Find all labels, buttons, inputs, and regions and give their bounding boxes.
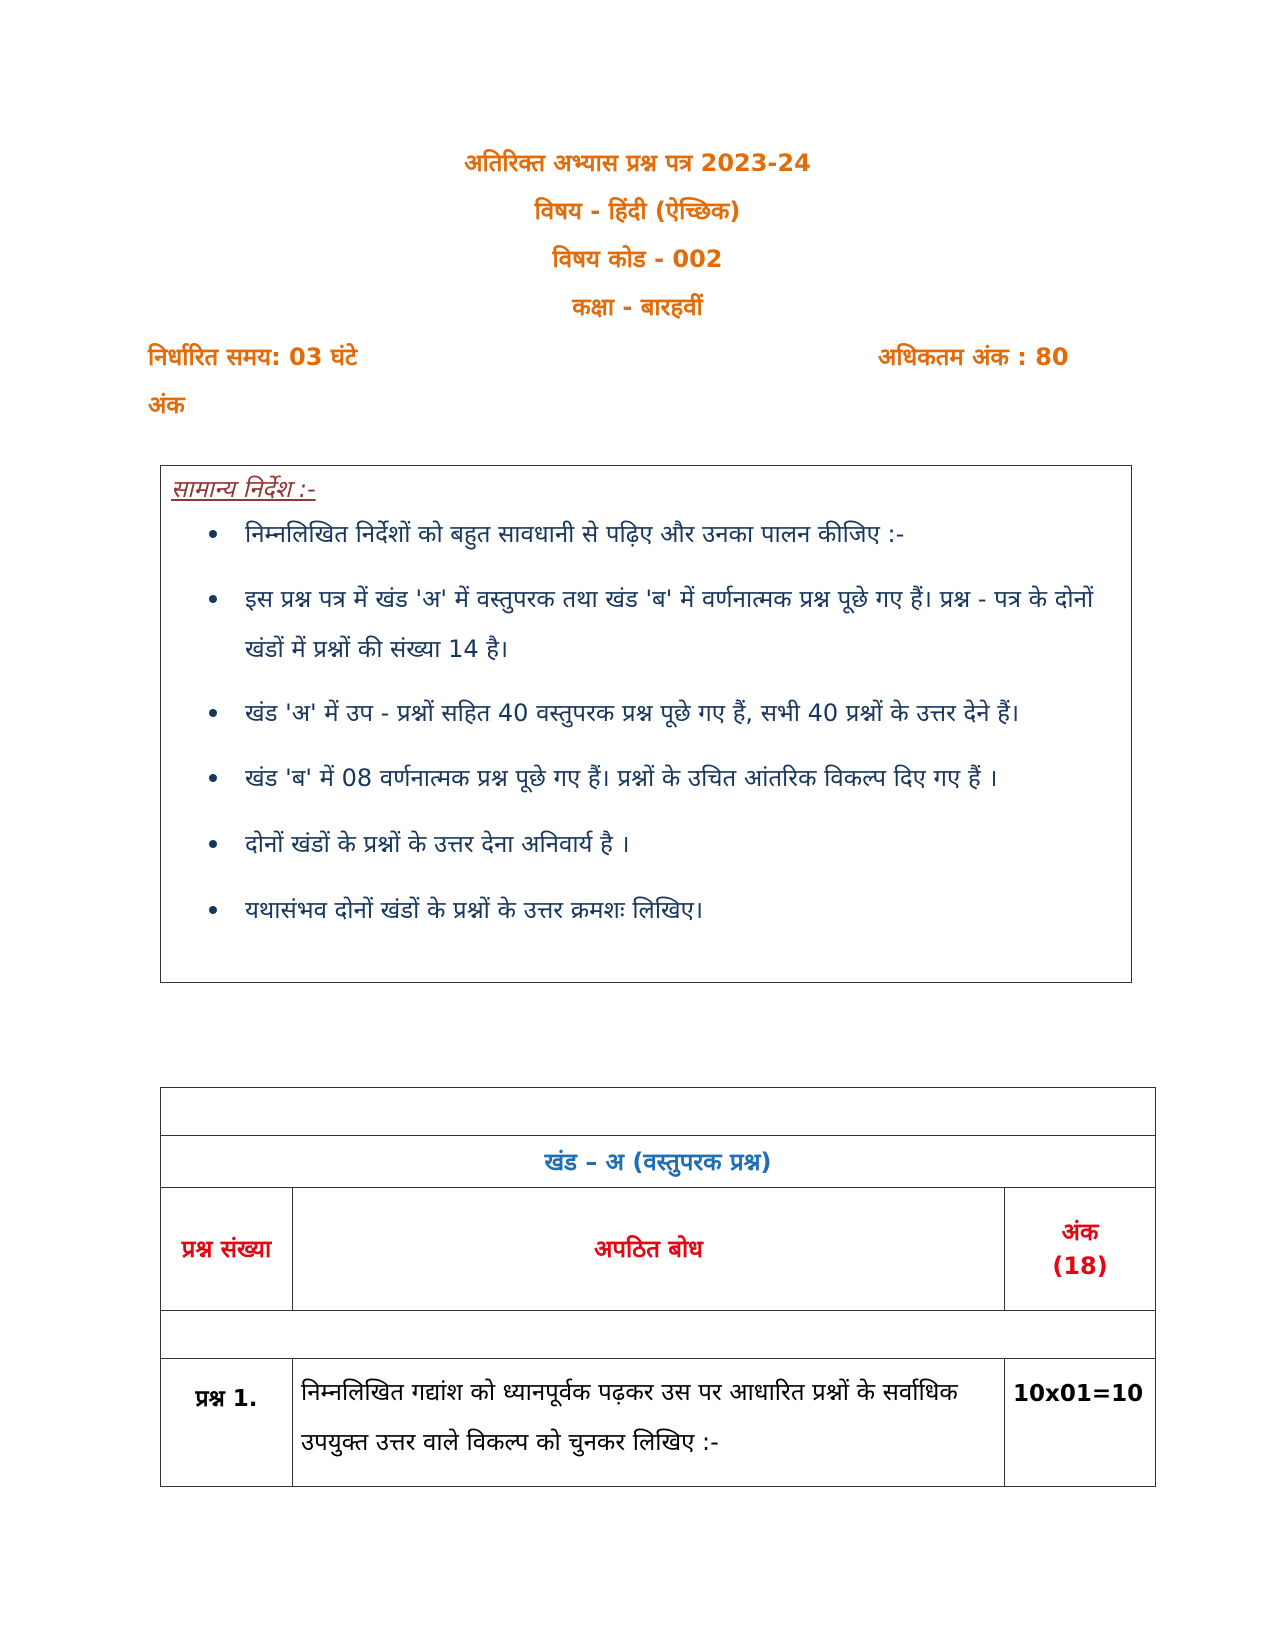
bullet-icon — [209, 530, 217, 538]
general-instructions-box — [160, 465, 1132, 983]
instruction-item: खंड 'ब' में 08 वर्णनात्मक प्रश्न पूछे गए हैं। प्रश्नों के उचित आंतरिक विकल्प दिए गए हैं । — [245, 764, 998, 792]
question-marks: 10x01=10 — [1005, 1359, 1156, 1487]
unseen-passage-header: अपठित बोध — [293, 1188, 1005, 1311]
table-row-question — [161, 1359, 1156, 1487]
instruction-item: निम्नलिखित निर्देशों को बहुत सावधानी से पढ़िए और उनका पालन कीजिए :- — [245, 520, 905, 548]
instruction-item: दोनों खंडों के प्रश्नों के उत्तर देना अनिवार्य है । — [245, 830, 630, 858]
question-table — [160, 1087, 1156, 1487]
bullet-icon — [209, 840, 217, 848]
table-row-section — [161, 1136, 1156, 1188]
subject-line: विषय - हिंदी (ऐच्छिक) — [534, 197, 741, 225]
subject-code-line: विषय कोड - 002 — [552, 245, 723, 273]
class-line: कक्षा - बारहवीं — [572, 293, 703, 321]
bullet-icon — [209, 709, 217, 717]
instruction-item: यथासंभव दोनों खंडों के प्रश्नों के उत्तर क्रमशः लिखिए। — [245, 896, 704, 924]
question-text: निम्नलिखित गद्यांश को ध्यानपूर्वक पढ़कर उस पर आधारित प्रश्नों के सर्वाधिक उपयुक्त उत्तर वाले विकल्प को चुनकर लिखिए :- — [293, 1359, 1005, 1487]
instruction-item: इस प्रश्न पत्र में खंड 'अ' में वस्तुपरक तथा खंड 'ब' में वर्णनात्मक प्रश्न पूछे गए हैं। प्रश्न - पत्र के दोनों खंडों में प्रश्नों की संख्या 14 है। — [245, 585, 1094, 663]
instructions-heading: सामान्य निर्देश :- — [171, 475, 316, 503]
table-row-empty — [161, 1311, 1156, 1359]
marks-header — [1005, 1188, 1156, 1311]
maximum-marks: अधिकतम अंक : 80 — [878, 343, 1069, 371]
marks-header-label: अंक — [1061, 1218, 1099, 1246]
instruction-item: खंड 'अ' में उप - प्रश्नों सहित 40 वस्तुपरक प्रश्न पूछे गए हैं, सभी 40 प्रश्नों के उत्तर देने हैं। — [245, 699, 1020, 727]
marks-word: अंक — [148, 391, 185, 419]
paper-title: अतिरिक्त अभ्यास प्रश्न पत्र 2023-24 — [464, 149, 811, 177]
question-number-header: प्रश्न संख्या — [161, 1188, 293, 1311]
table-header-row — [161, 1188, 1156, 1311]
time-allowed: निर्धारित समय: 03 घंटे — [148, 343, 358, 371]
table-row-empty — [161, 1088, 1156, 1136]
marks-header-total: (18) — [1052, 1252, 1108, 1280]
empty-cell — [161, 1311, 1156, 1359]
bullet-icon — [209, 595, 217, 603]
question-number: प्रश्न 1. — [161, 1359, 293, 1487]
empty-cell — [161, 1088, 1156, 1136]
bullet-icon — [209, 906, 217, 914]
section-title: खंड – अ (वस्तुपरक प्रश्न) — [161, 1136, 1156, 1188]
bullet-icon — [209, 774, 217, 782]
